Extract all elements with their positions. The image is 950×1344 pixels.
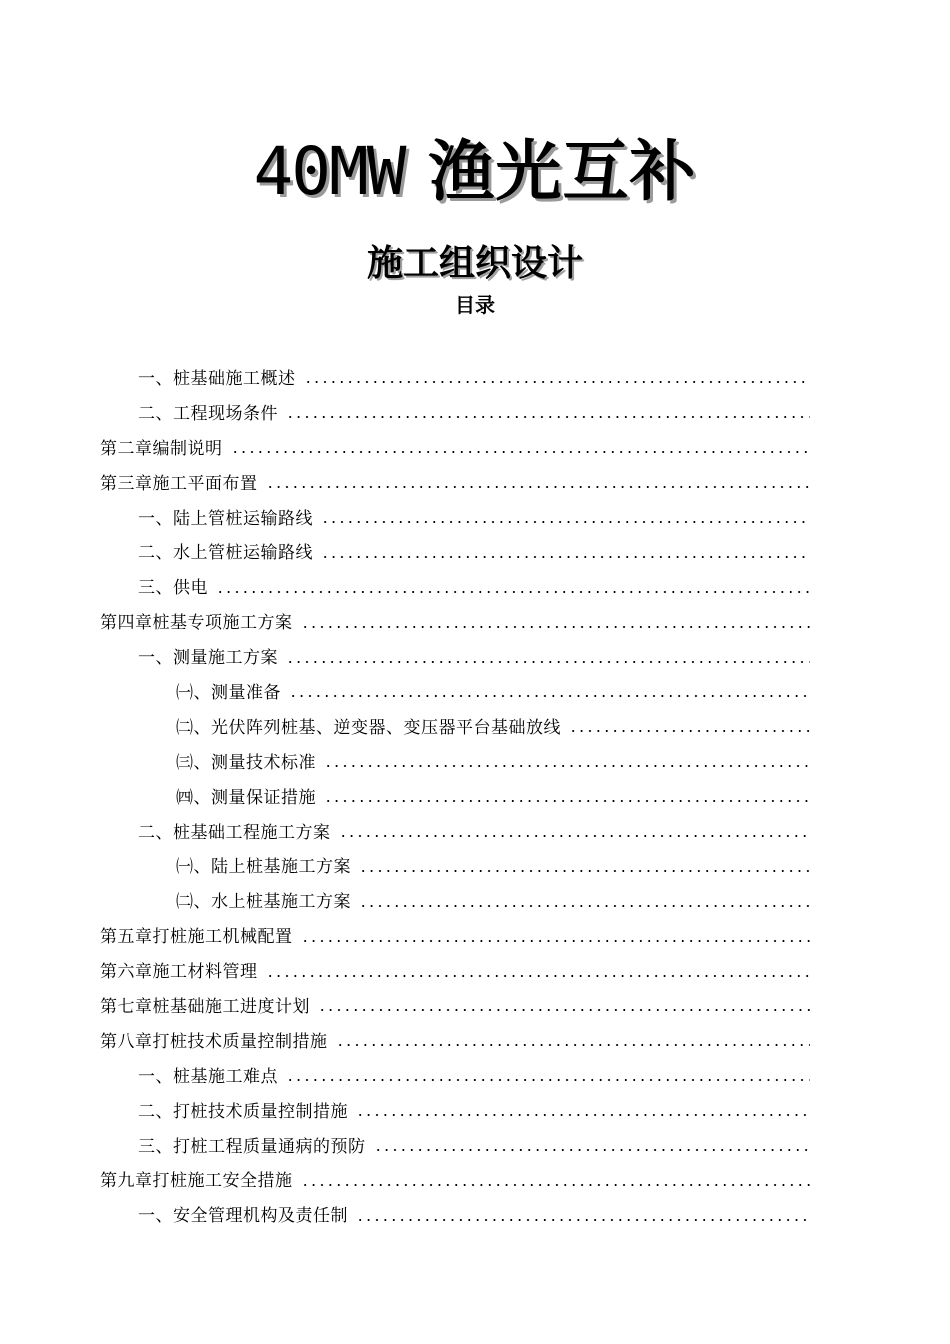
toc-leader-dots	[324, 765, 810, 767]
toc-leader-dots	[301, 626, 811, 628]
toc-entry[interactable]	[0, 1057, 950, 1092]
toc-entry[interactable]	[0, 499, 950, 534]
toc-leader-dots	[304, 381, 811, 383]
toc-entry-text: 一、测量施工方案	[138, 648, 278, 669]
toc-entry-text: 二、水上管桩运输路线	[138, 543, 313, 564]
toc-leader-dots	[324, 800, 810, 802]
toc-entry-text: 第三章施工平面布置	[100, 473, 258, 494]
toc-entry-text: 第八章打桩技术质量控制措施	[100, 1031, 328, 1052]
toc-entry[interactable]	[0, 952, 950, 987]
toc-entry[interactable]	[0, 813, 950, 848]
toc-entry[interactable]	[0, 1161, 950, 1196]
toc-leader-dots	[569, 730, 810, 732]
document-title-text: 渔光互补	[428, 133, 697, 210]
toc-entry[interactable]	[0, 638, 950, 673]
toc-entry[interactable]	[0, 1092, 950, 1127]
document-title-number: 40MW	[253, 133, 405, 210]
toc-entry[interactable]	[0, 708, 950, 743]
toc-leader-dots	[301, 940, 811, 942]
toc-entry-text: 第六章施工材料管理	[100, 962, 258, 983]
toc-entry-text: 二、桩基础工程施工方案	[138, 822, 331, 843]
toc-entry-text: 一、桩基施工难点	[138, 1066, 278, 1087]
toc-entry-text: 第五章打桩施工机械配置	[100, 927, 293, 948]
toc-entry-text: 二、工程现场条件	[138, 403, 278, 424]
toc-entry-text: ㈡、光伏阵列桩基、逆变器、变压器平台基础放线	[176, 717, 561, 738]
document-title	[0, 132, 950, 212]
toc-entry[interactable]	[0, 359, 950, 394]
toc-entry[interactable]	[0, 1022, 950, 1057]
toc-heading: 目录	[455, 293, 495, 317]
toc-leader-dots	[216, 591, 810, 593]
toc-leader-dots	[286, 416, 810, 418]
toc-entry-text: ㈡、水上桩基施工方案	[176, 892, 351, 913]
toc-entry-text: 三、供电	[138, 578, 208, 599]
toc-entry[interactable]	[0, 533, 950, 568]
toc-entry-text: 三、打桩工程质量通病的预防	[138, 1136, 366, 1157]
toc-entry[interactable]	[0, 987, 950, 1022]
toc-leader-dots	[336, 1044, 811, 1046]
toc-entry[interactable]	[0, 568, 950, 603]
table-of-contents	[0, 359, 950, 1231]
document-subtitle: 施工组织设计	[366, 243, 583, 284]
toc-leader-dots	[266, 486, 811, 488]
toc-entry[interactable]	[0, 673, 950, 708]
toc-entry[interactable]	[0, 394, 950, 429]
toc-leader-dots	[356, 1114, 810, 1116]
toc-entry-text: 一、桩基础施工概述	[138, 368, 296, 389]
toc-leader-dots	[286, 1079, 810, 1081]
toc-leader-dots	[359, 870, 810, 872]
toc-entry-text: ㈠、测量准备	[176, 682, 281, 703]
toc-entry-text: ㈠、陆上桩基施工方案	[176, 857, 351, 878]
toc-leader-dots	[321, 521, 810, 523]
toc-entry[interactable]	[0, 917, 950, 952]
toc-leader-dots	[374, 1149, 811, 1151]
toc-entry-text: 一、陆上管桩运输路线	[138, 508, 313, 529]
toc-entry-text: 第二章编制说明	[100, 438, 223, 459]
toc-entry[interactable]	[0, 603, 950, 638]
toc-entry[interactable]	[0, 847, 950, 882]
toc-entry-text: 二、打桩技术质量控制措施	[138, 1101, 348, 1122]
toc-leader-dots	[321, 556, 810, 558]
toc-leader-dots	[286, 661, 810, 663]
toc-entry-text: ㈢、测量技术标准	[176, 752, 316, 773]
toc-entry-text: 第九章打桩施工安全措施	[100, 1171, 293, 1192]
toc-leader-dots	[339, 835, 811, 837]
toc-leader-dots	[266, 975, 811, 977]
toc-leader-dots	[289, 695, 810, 697]
toc-leader-dots	[359, 905, 810, 907]
toc-entry[interactable]	[0, 778, 950, 813]
toc-entry[interactable]	[0, 1127, 950, 1162]
toc-entry[interactable]	[0, 464, 950, 499]
toc-entry-text: ㈣、测量保证措施	[176, 787, 316, 808]
toc-leader-dots	[231, 451, 811, 453]
toc-entry[interactable]	[0, 1196, 950, 1231]
toc-entry-text: 第七章桩基础施工进度计划	[100, 996, 310, 1017]
toc-leader-dots	[318, 1009, 810, 1011]
toc-entry[interactable]	[0, 743, 950, 778]
toc-entry-text: 一、安全管理机构及责任制	[138, 1206, 348, 1227]
toc-entry-text: 第四章桩基专项施工方案	[100, 613, 293, 634]
toc-leader-dots	[301, 1184, 811, 1186]
toc-entry[interactable]	[0, 882, 950, 917]
toc-entry[interactable]	[0, 429, 950, 464]
toc-leader-dots	[356, 1219, 810, 1221]
